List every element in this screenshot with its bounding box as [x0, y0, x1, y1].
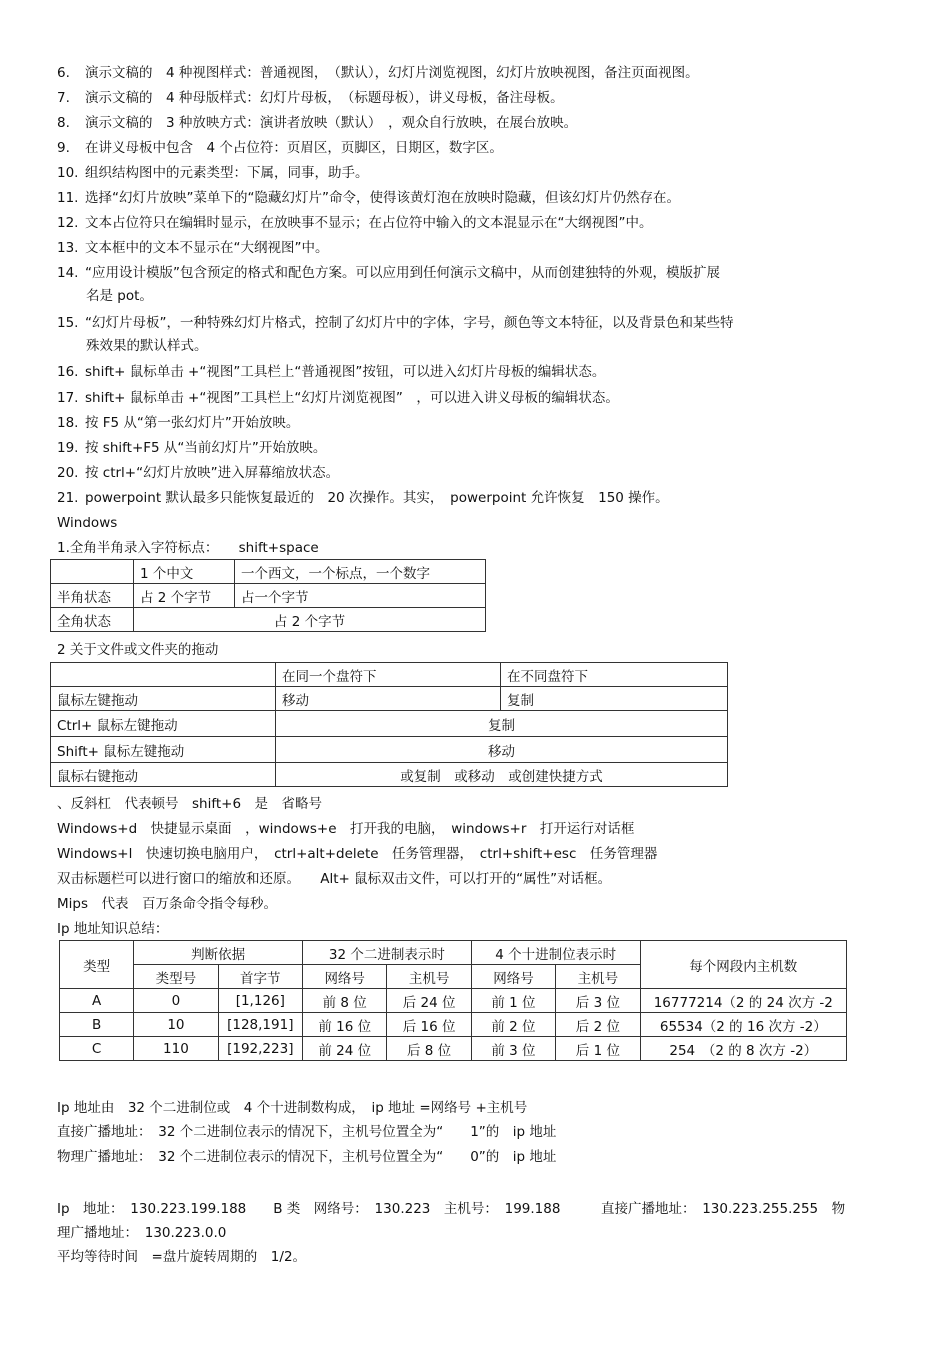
table-row: 半角状态 占 2 个字节 占一个字节: [51, 584, 486, 608]
list-item: 7. 演示文稿的 4 种母版样式：幻灯片母板， （标题母板），讲义母板，备注母板。: [57, 90, 564, 106]
example-line: Ip 地址： 130.223.199.188 B 类 网络号： 130.223 主机号： 199.188 直接广播地址： 130.223.255.255 物: [57, 1201, 846, 1217]
note-line: 双击标题栏可以进行窗口的缩放和还原。 Alt+ 鼠标双击文件，可以打开的“属性”对话框。: [57, 871, 612, 887]
note-line: Mips 代表 百万条命令指令每秒。: [57, 896, 278, 912]
table-row: 1 个中文 一个西文，一个标点，一个数字: [51, 560, 486, 584]
list-item: 13. 文本框中的文本不显示在“大纲视图”中。: [57, 240, 329, 256]
table-row: 全角状态 占 2 个字节: [51, 608, 486, 632]
table-row: 类型 判断依据 32 个二进制表示时 4 个十进制位表示时 每个网段内主机数: [60, 941, 847, 965]
note-line: Windows+l 快速切换电脑用户， ctrl+alt+delete 任务管理器， ctrl+shift+esc 任务管理器: [57, 846, 658, 862]
table2-caption: 2 关于文件或文件夹的拖动: [57, 642, 219, 658]
note-line: 物理广播地址： 32 个二进制位表示的情况下，主机号位置全为“ 0”的 ip 地址: [57, 1149, 557, 1165]
list-item: 21. powerpoint 默认最多只能恢复最近的 20 次操作。其实， powerpoint 允许恢复 150 操作。: [57, 490, 669, 506]
list-item: 16. shift+ 鼠标单击 +“视图”工具栏上“普通视图”按钮，可以进入幻灯片母板的编辑状态。: [57, 364, 606, 380]
list-item-continuation: 名是 pot。: [86, 288, 153, 304]
list-item: 19. 按 shift+F5 从“当前幻灯片”开始放映。: [57, 440, 327, 456]
note-line: Windows+d 快捷显示桌面 ，windows+e 打开我的电脑， windows+r 打开运行对话框: [57, 821, 635, 837]
list-item: 17. shift+ 鼠标单击 +“视图”工具栏上“幻灯片浏览视图” ，可以进入讲义母板的编辑状态。: [57, 390, 619, 406]
example-line: 理广播地址： 130.223.0.0: [57, 1225, 227, 1241]
note-line: 、反斜杠 代表顿号 shift+6 是 省略号: [57, 796, 323, 812]
table-row: C 110 [192,223] 前 24 位 后 8 位 前 3 位 后 1 位 254 （2 的 8 次方 -2）: [60, 1037, 847, 1061]
list-item: 18. 按 F5 从“第一张幻灯片”开始放映。: [57, 415, 300, 431]
list-item: 9. 在讲义母板中包含 4 个占位符：页眉区，页脚区，日期区，数字区。: [57, 140, 503, 156]
note-line: 直接广播地址： 32 个二进制位表示的情况下，主机号位置全为“ 1”的 ip 地址: [57, 1124, 557, 1140]
table-row: A 0 [1,126] 前 8 位 后 24 位 前 1 位 后 3 位 16777214（2 的 24 次方 -2: [60, 989, 847, 1013]
table1-caption: 1.全角半角录入字符标点： shift+space: [57, 540, 319, 556]
list-item: 15. “幻灯片母板”，一种特殊幻灯片格式，控制了幻灯片中的字体，字号，颜色等文本特征，以及背景色和某些特: [57, 315, 734, 331]
ip-table: [59, 940, 847, 1061]
list-item: 12. 文本占位符只在编辑时显示，在放映事不显示；在占位符中输入的文本混显示在“大纲视图”中。: [57, 215, 653, 231]
windows-heading: Windows: [57, 515, 118, 531]
list-item: 10. 组织结构图中的元素类型：下属，同事，助手。: [57, 165, 369, 181]
list-item: 20. 按 ctrl+“幻灯片放映”进入屏幕缩放状态。: [57, 465, 340, 481]
table-row: 类型号 首字节 网络号 主机号 网络号 主机号: [60, 965, 847, 989]
table-row: 在同一个盘符下 在不同盘符下: [51, 663, 728, 687]
table-row: Shift+ 鼠标左键拖动 移动: [51, 737, 728, 763]
list-item: 6. 演示文稿的 4 种视图样式：普通视图， （默认），幻灯片浏览视图，幻灯片放映视图，备注页面视图。: [57, 65, 699, 81]
note-line: Ip 地址由 32 个二进制位或 4 个十进制数构成， ip 地址 =网络号 +主机号: [57, 1100, 528, 1116]
table-row: Ctrl+ 鼠标左键拖动 复制: [51, 711, 728, 737]
list-item: 8. 演示文稿的 3 种放映方式：演讲者放映（默认） ，观众自行放映，在展台放映。: [57, 115, 578, 131]
list-item: 14. “应用设计模版”包含预定的格式和配色方案。可以应用到任何演示文稿中，从而创建独特的外观，模版扩展: [57, 265, 720, 281]
table-row: B 10 [128,191] 前 16 位 后 16 位 前 2 位 后 2 位 65534（2 的 16 次方 -2）: [60, 1013, 847, 1037]
list-item: 11. 选择“幻灯片放映”菜单下的“隐藏幻灯片”命令，使得该黄灯泡在放映时隐藏，但该幻灯片仍然存在。: [57, 190, 680, 206]
note-line: 平均等待时间 =盘片旋转周期的 1/2。: [57, 1249, 307, 1265]
note-line: Ip 地址知识总结：: [57, 921, 169, 937]
table-row: 鼠标右键拖动 或复制 或移动 或创建快捷方式: [51, 763, 728, 787]
char-width-table: [50, 559, 486, 632]
table-row: 鼠标左键拖动 移动 复制: [51, 687, 728, 711]
drag-table: [50, 662, 728, 787]
list-item-continuation: 殊效果的默认样式。: [86, 338, 208, 354]
